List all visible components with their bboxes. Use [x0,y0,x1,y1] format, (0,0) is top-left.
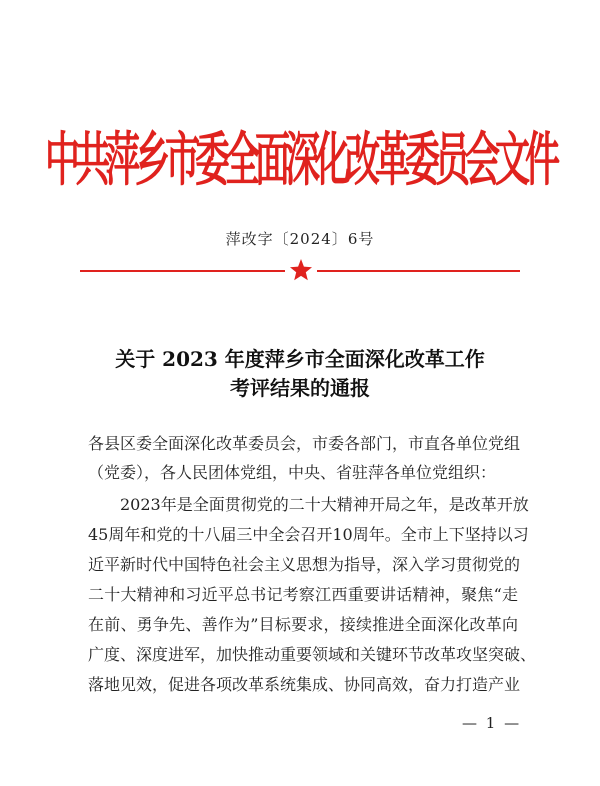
red-rule-left [80,270,285,272]
red-rule-right [317,270,520,272]
salutation-line-2: （党委），各人民团体党组，中央、省驻萍各单位党组织： [88,463,497,482]
paragraph-line: 近平新时代中国特色社会主义思想为指导，深入学习贯彻党的 [88,555,521,574]
red-star-icon [289,258,313,282]
paragraph-line: 落地见效，促进各项改革系统集成、协同高效，奋力打造产业 [88,675,521,694]
salutation-line-1: 各县区委全面深化改革委员会，市委各部门，市直各单位党组 [88,434,521,453]
document-number: 萍改字〔2024〕6号 [225,230,375,248]
paragraph-line: 45周年和党的十八届三中全会召开10周年。全市上下坚持以习 [88,525,529,544]
paragraph-line: 二十大精神和习近平总书记考察江西重要讲话精神，聚焦“走 [88,585,518,604]
paragraph-line: 广度、深度进军，加快推动重要领域和关键环节改革攻坚突破、 [88,645,537,664]
document-title-line-1: 关于 2023 年度萍乡市全面深化改革工作 [115,347,485,371]
paragraph-line: 在前、勇争先、善作为”目标要求，接续推进全面深化改革向 [88,615,518,634]
issuer-title: 中共萍乡市委全面深化改革委员会文件 [44,128,555,195]
document-title-line-2: 考评结果的通报 [230,376,370,400]
paragraph-line: 2023年是全面贯彻党的二十大精神开局之年，是改革开放 [120,495,529,514]
page-number: — 1 — [462,714,522,732]
